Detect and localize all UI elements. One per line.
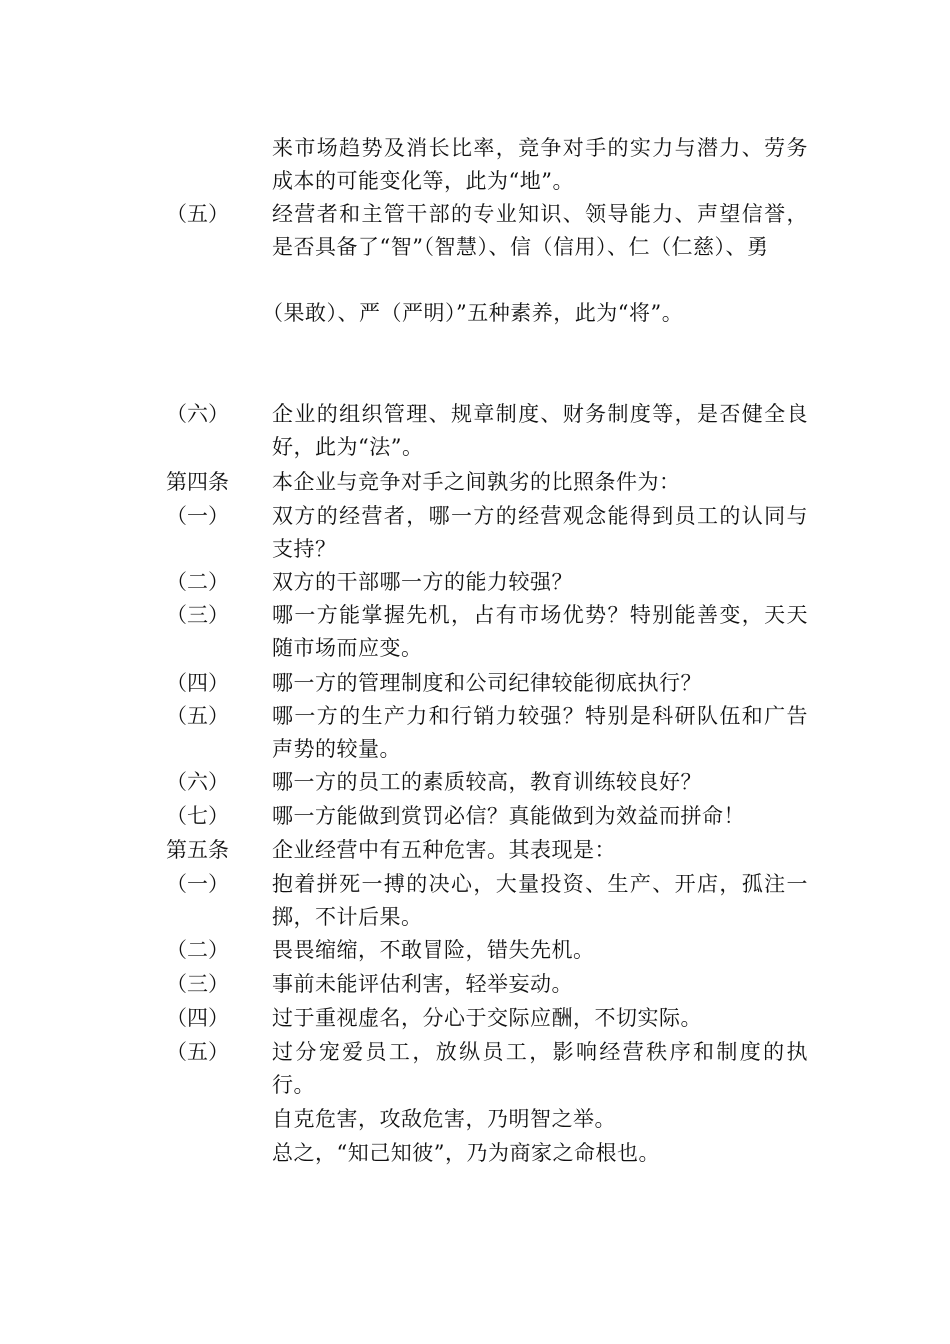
item-label: （六）	[166, 770, 229, 794]
item-text: 哪一方的员工的素质较高，教育训练较良好？	[272, 770, 702, 794]
paragraph-text: 自克危害，攻敌危害，乃明智之举。	[272, 1107, 616, 1131]
item-label: （二）	[166, 570, 229, 594]
item-label: （五）	[166, 704, 229, 728]
article-label: 第五条	[166, 838, 229, 862]
item-label: （四）	[166, 1006, 229, 1030]
item-label: （四）	[166, 671, 229, 695]
item-text: 事前未能评估利害，轻举妄动。	[272, 972, 573, 996]
item-text: 哪一方的生产力和行销力较强？特别是科研队伍和广告声势的较量。	[272, 704, 808, 761]
item-text: 经营者和主管干部的专业知识、领导能力、声望信誉，是否具备了“智”（智慧）、信（信用）、仁（仁慈）、勇	[272, 202, 808, 259]
item-label: （三）	[166, 603, 229, 627]
item-text: 双方的经营者，哪一方的经营观念能得到员工的认同与支持？	[272, 504, 808, 561]
item-label: （六）	[166, 402, 229, 426]
paragraph-text: （果敢）、严（严明）”五种素养，此为“将”。	[262, 301, 684, 325]
item-text: 过分宠爱员工，放纵员工，影响经营秩序和制度的执行。	[272, 1040, 808, 1097]
item-label: （五）	[166, 1040, 229, 1064]
item-text: 双方的干部哪一方的能力较强？	[272, 570, 573, 594]
item-label: （五）	[166, 202, 229, 226]
article-text: 本企业与竞争对手之间孰劣的比照条件为：	[272, 470, 681, 494]
item-text: 哪一方能掌握先机，占有市场优势？特别能善变，天天随市场而应变。	[272, 603, 808, 660]
item-label: （七）	[166, 804, 229, 828]
item-text: 畏畏缩缩，不敢冒险，错失先机。	[272, 938, 595, 962]
article-label: 第四条	[166, 470, 229, 494]
item-text: 哪一方能做到赏罚必信？真能做到为效益而拼命！	[272, 804, 745, 828]
item-label: （二）	[166, 938, 229, 962]
item-text: 抱着拼死一搏的决心，大量投资、生产、开店，孤注一掷，不计后果。	[272, 872, 808, 929]
item-label: （三）	[166, 972, 229, 996]
paragraph-text: 总之，“知己知彼”，乃为商家之命根也。	[272, 1141, 660, 1165]
item-label: （一）	[166, 872, 229, 896]
item-text: 企业的组织管理、规章制度、财务制度等，是否健全良好，此为“法”。	[272, 402, 808, 459]
paragraph-text: 来市场趋势及消长比率，竞争对手的实力与潜力、劳务成本的可能变化等，此为“地”。	[272, 136, 808, 193]
item-text: 哪一方的管理制度和公司纪律较能彻底执行？	[272, 671, 702, 695]
item-text: 过于重视虚名，分心于交际应酬，不切实际。	[272, 1006, 702, 1030]
article-text: 企业经营中有五种危害。其表现是：	[272, 838, 616, 862]
item-label: （一）	[166, 504, 229, 528]
